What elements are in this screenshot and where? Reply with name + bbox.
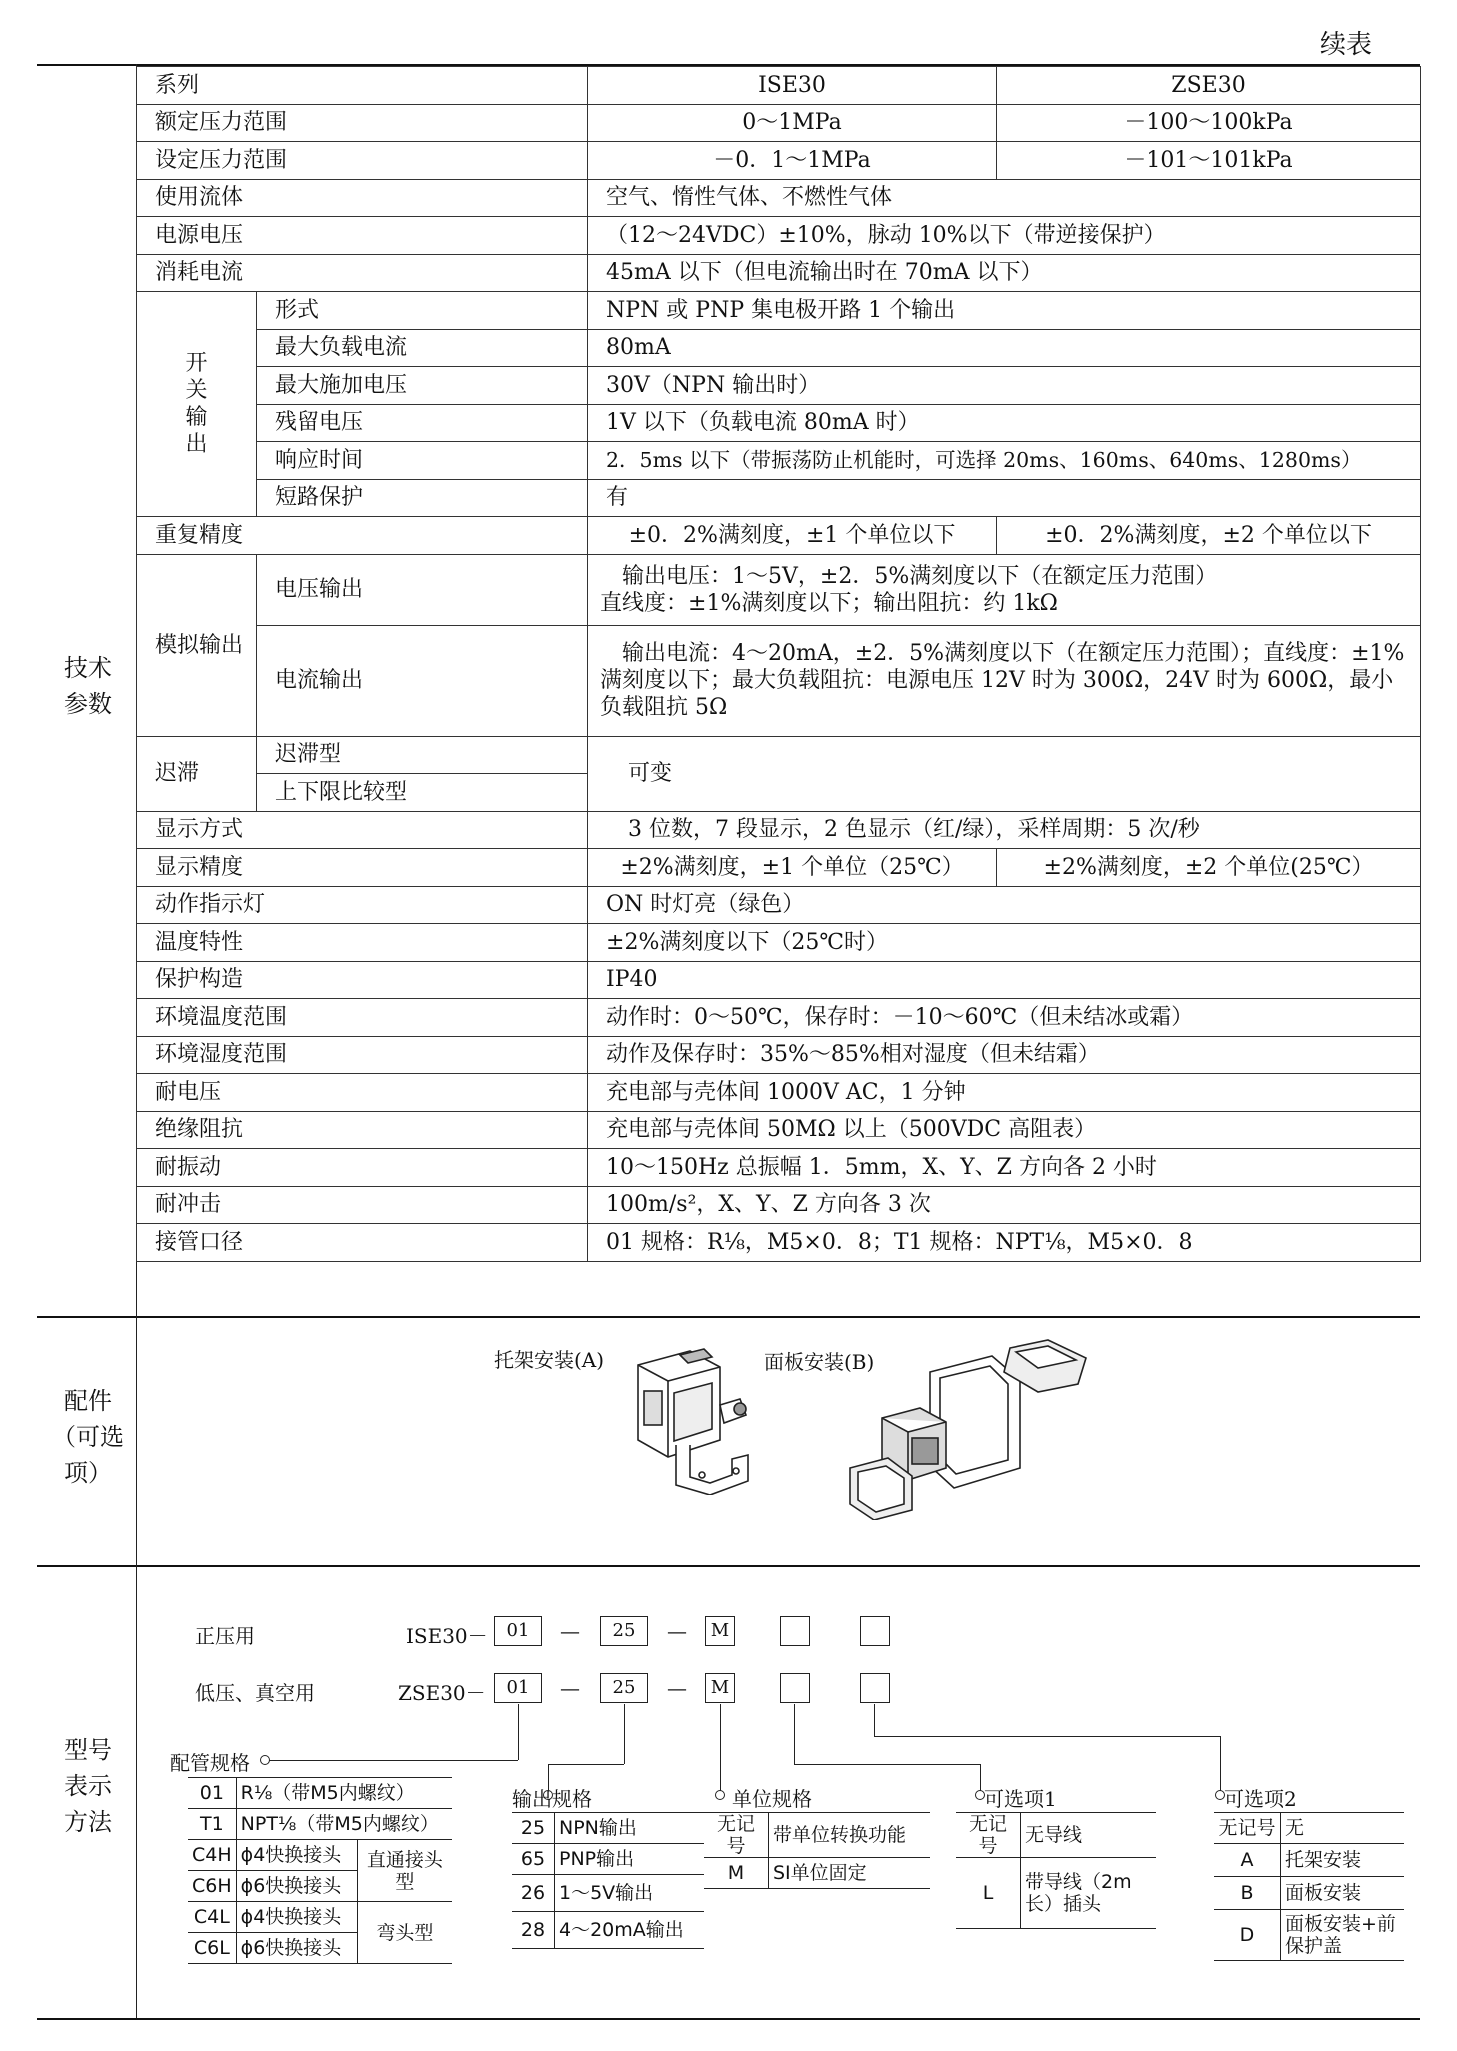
spec-row: 消耗电流 45mA 以下（但电流输出时在 70mA 以下） [137, 254, 1421, 292]
leader-line [980, 1764, 981, 1792]
bottom-rule [37, 2018, 1420, 2020]
table-row: 25 NPN输出 [512, 1813, 704, 1844]
analog-output-group: 模拟输出 [137, 554, 257, 736]
leader-line [874, 1736, 1220, 1737]
spec-table [136, 66, 1421, 1300]
ise30-box-option2 [860, 1616, 890, 1646]
ise30-prefix: ISE30－ [406, 1624, 488, 1648]
table-row: 01 R⅛（带M5内螺纹） [188, 1778, 452, 1809]
zse30-box-unit: M [705, 1673, 735, 1703]
spec-row: 开 关 输 出 形式 NPN 或 PNP 集电极开路 1 个输出 [137, 292, 1421, 330]
leader-line [874, 1704, 875, 1736]
table-row: 无记号 带单位转换功能 [704, 1813, 930, 1858]
table-row: D 面板安装+前保护盖 [1214, 1910, 1404, 1961]
spec-row: 响应时间 2．5ms 以下（带振荡防止机能时，可选择 20ms、160ms、640ms、1280ms） [137, 442, 1421, 480]
ise30-box-piping: 01 [494, 1616, 542, 1646]
table-row: C4L ϕ4快换接头 弯头型 [188, 1902, 452, 1933]
spec-row: 使用流体 空气、惰性气体、不燃性气体 [137, 179, 1421, 217]
table-row: C4H ϕ4快换接头 直通接头型 [188, 1840, 452, 1871]
option1-table [956, 1812, 1156, 1929]
table-row: M SI单位固定 [704, 1858, 930, 1889]
table-row: C6H ϕ6快换接头 [188, 1871, 452, 1902]
dash: — [560, 1619, 580, 1643]
leader-line [794, 1764, 980, 1765]
ise30-box-option1 [780, 1616, 810, 1646]
section-model-label: 型号 表示 方法 [64, 1736, 112, 1836]
spec-row: 最大负载电流 80mA [137, 329, 1421, 367]
table-row: A 托架安装 [1214, 1844, 1404, 1877]
leader-line [1220, 1736, 1221, 1792]
piping-spec-title: 配管规格 [170, 1751, 250, 1775]
spec-row: 绝缘阻抗 充电部与壳体间 50MΩ 以上（500VDC 高阻表） [137, 1111, 1421, 1149]
spec-row: 显示方式 3 位数，7 段显示，2 色显示（红/绿），采样周期：5 次/秒 [137, 811, 1421, 849]
spec-row: 耐电压 充电部与壳体间 1000V AC，1 分钟 [137, 1074, 1421, 1112]
spec-row: 电流输出 输出电流：4～20mA，±2．5%满刻度以下（在额定压力范围）；直线度：±1% 满刻度以下；最大负载阻抗：电源电压 12V 时为 300Ω，24V 时为 600Ω，最小 负载阻抗 5Ω [137, 625, 1421, 736]
spec-row: 上下限比较型 [137, 774, 1421, 812]
leader-dot [260, 1755, 270, 1765]
spec-row: 电源电压 （12～24VDC）±10%，脉动 10%以下（带逆接保护） [137, 217, 1421, 255]
leader-dot [715, 1790, 725, 1800]
panel-mount-label: 面板安装(B) [764, 1350, 875, 1374]
section-rule-1 [37, 1316, 1420, 1318]
unit-spec-title: 单位规格 [732, 1787, 812, 1811]
panel-mount-illustration [842, 1338, 1102, 1520]
table-row: 65 PNP输出 [512, 1844, 704, 1875]
leader-line [720, 1704, 721, 1792]
leader-line [624, 1704, 625, 1764]
table-row: 28 4～20mA输出 [512, 1912, 704, 1949]
piping-spec-table [188, 1777, 452, 1964]
output-spec-title: 输出规格 [512, 1787, 592, 1811]
switch-output-group: 开 关 输 出 [137, 292, 257, 517]
spec-row: 保护构造 IP40 [137, 961, 1421, 999]
leader-line [548, 1764, 624, 1765]
dash: — [560, 1676, 580, 1700]
ise30-box-output: 25 [600, 1616, 648, 1646]
spec-row: 迟滞 迟滞型 可变 [137, 736, 1421, 774]
table-row: T1 NPT⅛（带M5内螺纹） [188, 1809, 452, 1840]
table-row: 26 1～5V输出 [512, 1875, 704, 1912]
spec-row: 设定压力范围 －0．1～1MPa －101～101kPa [137, 142, 1421, 180]
spec-row: 耐振动 10～150Hz 总振幅 1．5mm，X、Y、Z 方向各 2 小时 [137, 1149, 1421, 1187]
spec-row: 温度特性 ±2%满刻度以下（25℃时） [137, 924, 1421, 962]
option2-table [1214, 1812, 1404, 1961]
spec-row: 额定压力范围 0～1MPa －100～100kPa [137, 104, 1421, 142]
bracket-mount-illustration [620, 1345, 760, 1495]
zse30-box-option1 [780, 1673, 810, 1703]
low-pressure-vacuum-label: 低压、真空用 [195, 1681, 315, 1705]
table-row: C6L ϕ6快换接头 [188, 1933, 452, 1964]
spec-row: 环境温度范围 动作时：0～50℃，保存时：－10～60℃（但未结冰或霜） [137, 999, 1421, 1037]
spec-row-empty [137, 1261, 1421, 1300]
zse30-box-option2 [860, 1673, 890, 1703]
spec-row: 环境湿度范围 动作及保存时：35%～85%相对湿度（但未结霜） [137, 1036, 1421, 1074]
leader-line [518, 1704, 519, 1760]
zse30-box-piping: 01 [494, 1673, 542, 1703]
ise30-box-unit: M [705, 1616, 735, 1646]
dash: — [667, 1619, 687, 1643]
spec-row: 最大施加电压 30V（NPN 输出时） [137, 367, 1421, 405]
section-accessories-label: 配件 （可选 项） [52, 1387, 124, 1487]
spec-row: 残留电压 1V 以下（负载电流 80mA 时） [137, 404, 1421, 442]
zse30-box-output: 25 [600, 1673, 648, 1703]
section-tech-label: 技术 参数 [64, 654, 112, 718]
option1-title: 可选项1 [984, 1787, 1057, 1811]
section-rule-2 [37, 1565, 1420, 1567]
positive-pressure-label: 正压用 [195, 1624, 255, 1648]
unit-spec-table [704, 1812, 930, 1889]
bracket-mount-label: 托架安装(A) [494, 1348, 605, 1372]
spec-row: 模拟输出 电压输出 输出电压：1～5V，±2．5%满刻度以下（在额定压力范围） 直线度：±1%满刻度以下；输出阻抗：约 1kΩ [137, 554, 1421, 625]
output-spec-table [512, 1812, 704, 1949]
hysteresis-group: 迟滞 [137, 736, 257, 811]
spec-row: 重复精度 ±0．2%满刻度，±1 个单位以下 ±0．2%满刻度，±2 个单位以下 [137, 517, 1421, 555]
zse30-prefix: ZSE30－ [398, 1681, 486, 1705]
dash: — [667, 1676, 687, 1700]
table-row: B 面板安装 [1214, 1877, 1404, 1910]
spec-row: 显示精度 ±2%满刻度，±1 个单位（25℃） ±2%满刻度，±2 个单位(25℃） [137, 849, 1421, 887]
option2-title: 可选项2 [1224, 1787, 1297, 1811]
leader-line [268, 1760, 518, 1761]
leader-line [794, 1704, 795, 1764]
spec-row: 短路保护 有 [137, 479, 1421, 517]
table-row: 无记号 无 [1214, 1813, 1404, 1844]
table-row: 无记号 无导线 [956, 1813, 1156, 1858]
spec-row: 耐冲击 100m/s²，X、Y、Z 方向各 3 次 [137, 1186, 1421, 1224]
spec-row: 系列 ISE30 ZSE30 [137, 67, 1421, 105]
spec-row: 动作指示灯 ON 时灯亮（绿色） [137, 886, 1421, 924]
table-row: L 带导线（2m长）插头 [956, 1858, 1156, 1929]
continued-label: 续表 [1320, 30, 1373, 60]
spec-row: 接管口径 01 规格：R⅛，M5×0．8；T1 规格：NPT⅛，M5×0．8 [137, 1224, 1421, 1262]
